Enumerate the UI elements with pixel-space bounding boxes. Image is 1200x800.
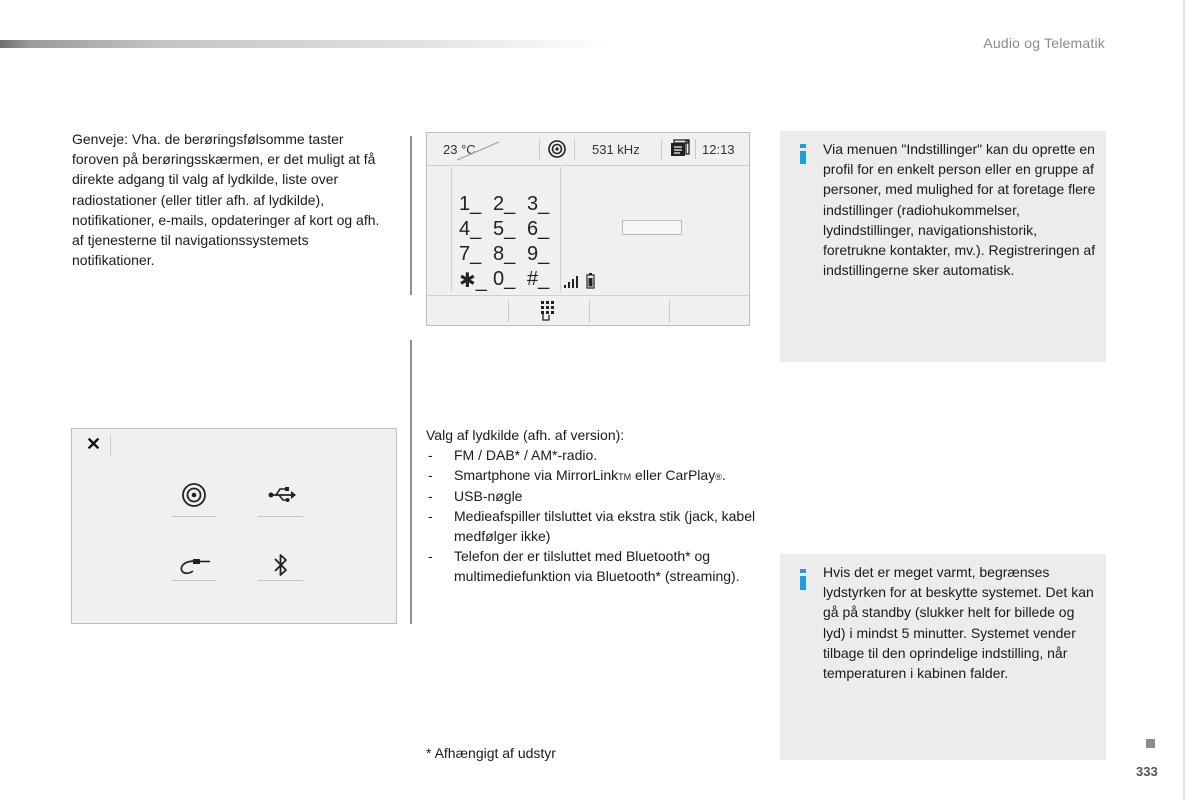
key-0[interactable]: 0_ xyxy=(493,268,516,290)
radio-icon[interactable] xyxy=(547,139,567,159)
shortcut-slash xyxy=(427,133,507,165)
key-5[interactable]: 5_ xyxy=(493,218,516,240)
bluetooth-icon[interactable] xyxy=(272,551,290,579)
key-2[interactable]: 2_ xyxy=(493,193,516,215)
page-marker xyxy=(1146,739,1155,748)
list-item-fm: - FM / DAB* / AM*-radio. xyxy=(426,445,756,465)
number-display-field xyxy=(622,220,682,235)
key-6[interactable]: 6_ xyxy=(527,218,550,240)
phone-screen xyxy=(426,132,750,326)
page-edge-rule xyxy=(1183,0,1185,800)
footnote: * Afhængigt af udstyr xyxy=(426,745,556,761)
status-bar xyxy=(427,133,749,166)
info-box-heat xyxy=(780,554,1106,760)
list-item-usb: - USB-nøgle xyxy=(426,486,756,506)
page-number: 333 xyxy=(1136,764,1158,779)
list-item-media-player: - Medieafspiller tilsluttet via ekstra stik (jack, kabel medfølger ikke) xyxy=(426,506,756,546)
usb-icon[interactable] xyxy=(267,486,297,504)
info-text-profiles: Via menuen "Indstillinger" kan du oprette en profil for en enkelt person eller en gruppe af personer, med mulighed for at foretage flere indstillinger (radiohukommelser, lydindstillinger, navigationshistorik, foretrukne kontakter, mv.). Registreringen af indstillingerne sker automatisk. xyxy=(823,141,1096,279)
temperature-label: 23 °C xyxy=(443,142,476,157)
key-7[interactable]: 7_ xyxy=(459,243,482,265)
aux-jack-icon[interactable] xyxy=(177,557,213,577)
frequency-label: 531 kHz xyxy=(592,142,640,157)
audio-source-panel xyxy=(71,428,397,624)
header-gradient-bar xyxy=(0,40,610,48)
key-hash[interactable]: #_ xyxy=(527,268,550,290)
audio-source-list xyxy=(426,425,756,587)
info-icon xyxy=(800,144,806,164)
radio-source-icon[interactable] xyxy=(181,482,207,508)
column-divider-top xyxy=(410,136,412,295)
key-9[interactable]: 9_ xyxy=(527,243,550,265)
info-box-profiles xyxy=(780,131,1106,362)
time-label: 12:13 xyxy=(702,142,735,157)
source-list-intro: Valg af lydkilde (afh. af version): xyxy=(426,427,625,443)
info-text-heat: Hvis det er meget varmt, begrænses lydstyrken for at beskytte systemet. Det kan gå på standby (slukker helt for billede og lyd) i mindst 5 minutter. Systemet vender tilbage til den oprindelige indstilling, når temperaturen i kabinen falder. xyxy=(823,564,1094,682)
key-3[interactable]: 3_ xyxy=(527,193,550,215)
close-icon[interactable]: ✕ xyxy=(86,434,102,454)
key-star[interactable]: ✱_ xyxy=(459,270,487,292)
keypad-icon[interactable] xyxy=(537,300,557,322)
shortcuts-paragraph: Genveje: Vha. de berøringsfølsomme taster foroven på berøringsskærmen, er det muligt at få direkte adgang til valg af lydkilde, liste over radiostationer (eller titler afh. af lydkilde), notifikationer, e-mails, opdateringer af kort og afh. af tjenesterne til navigationssystemets notifikationer. xyxy=(72,131,380,269)
notifications-icon[interactable] xyxy=(669,139,691,159)
screen-bottom-bar xyxy=(427,295,749,326)
signal-strength-icon xyxy=(563,274,579,289)
key-4[interactable]: 4_ xyxy=(459,218,482,240)
list-item-bluetooth-phone: - Telefon der er tilsluttet med Bluetooth* og multimediefunktion via Bluetooth* (streaming). xyxy=(426,546,756,586)
dial-keypad xyxy=(451,167,561,292)
list-item-smartphone: - Smartphone via MirrorLink™ eller CarPlay®. xyxy=(426,465,756,485)
column-divider-bottom xyxy=(410,340,412,624)
section-title: Audio og Telematik xyxy=(983,35,1105,51)
info-icon xyxy=(800,569,806,590)
key-1[interactable]: 1_ xyxy=(459,193,482,215)
battery-icon xyxy=(586,273,595,289)
key-8[interactable]: 8_ xyxy=(493,243,516,265)
